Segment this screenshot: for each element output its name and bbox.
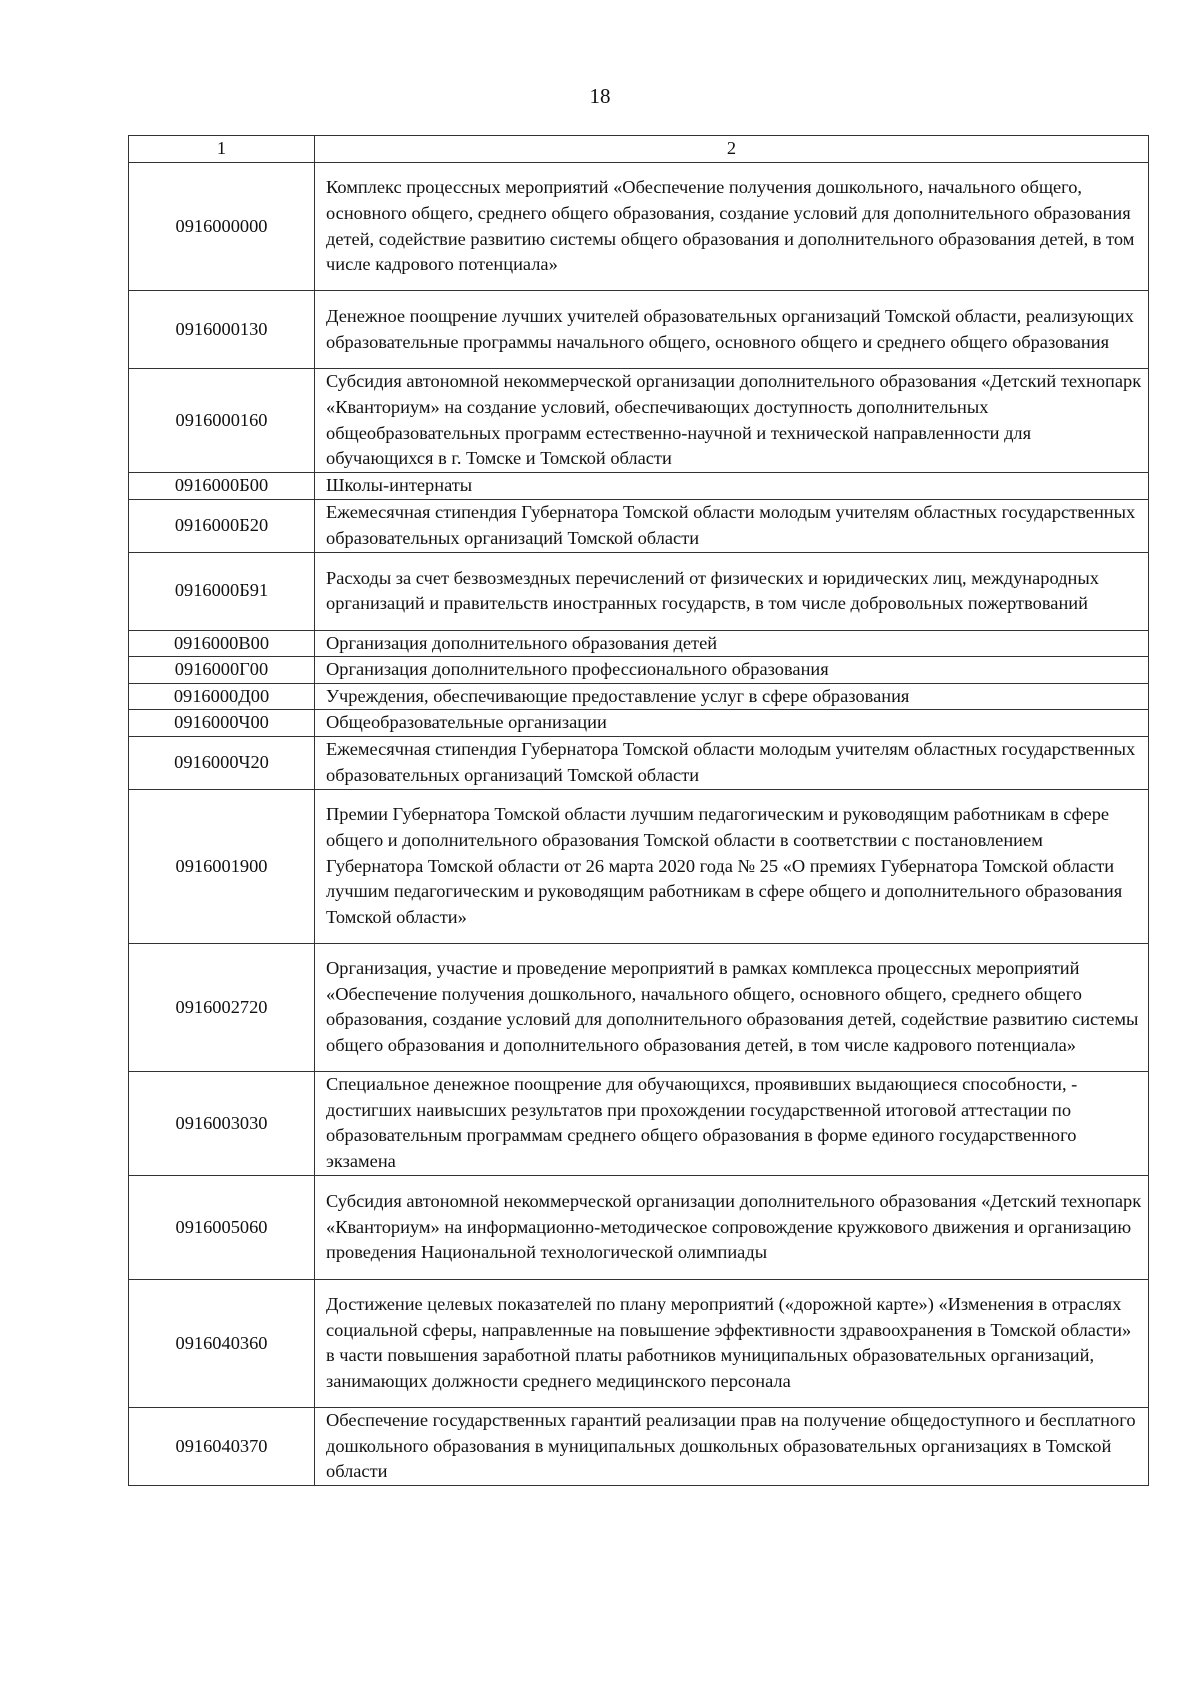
budget-code-table xyxy=(128,135,1149,1486)
description-cell: Учреждения, обеспечивающие предоставление услуг в сфере образования xyxy=(315,683,1149,710)
table-row xyxy=(129,473,1149,500)
table-row xyxy=(129,683,1149,710)
budget-code-cell: 0916000Д00 xyxy=(129,683,315,710)
budget-code-cell: 0916000Ч20 xyxy=(129,736,315,789)
table-row xyxy=(129,369,1149,473)
description-cell: Общеобразовательные организации xyxy=(315,710,1149,737)
budget-code-cell: 0916000Б00 xyxy=(129,473,315,500)
page-number: 18 xyxy=(589,84,611,108)
description-cell: Организация, участие и проведение мероприятий в рамках комплекса процессных мероприятий «Обеспечение получения дошкольного, начального общего, основного общего, среднего общего образования, создание условий для дополнительного образования детей, содействие развитию системы общего образования и дополнительного образования детей, в том числе кадрового потенциала» xyxy=(315,943,1149,1071)
description-cell: Школы-интернаты xyxy=(315,473,1149,500)
table-row xyxy=(129,943,1149,1071)
budget-code-cell: 0916003030 xyxy=(129,1071,315,1175)
budget-code-cell: 0916000160 xyxy=(129,369,315,473)
budget-code-cell: 0916000Г00 xyxy=(129,657,315,684)
budget-code-cell: 0916002720 xyxy=(129,943,315,1071)
column-header-code: 1 xyxy=(129,136,315,163)
table-row xyxy=(129,789,1149,943)
budget-code-cell: 0916000Б20 xyxy=(129,499,315,552)
table-row xyxy=(129,1407,1149,1485)
table-row xyxy=(129,736,1149,789)
budget-code-cell: 0916040360 xyxy=(129,1279,315,1407)
table-row xyxy=(129,499,1149,552)
description-cell: Комплекс процессных мероприятий «Обеспечение получения дошкольного, начального общего, основного общего, среднего общего образования, создание условий для дополнительного образования детей, содействие развитию системы общего образования и дополнительного образования детей, в том числе кадрового потенциала» xyxy=(315,163,1149,291)
budget-code-cell: 0916000Ч00 xyxy=(129,710,315,737)
table-row xyxy=(129,163,1149,291)
table-row xyxy=(129,552,1149,630)
table-row xyxy=(129,1071,1149,1175)
description-cell: Субсидия автономной некоммерческой организации дополнительного образования «Детский технопарк «Кванториум» на создание условий, обеспечивающих доступность дополнительных общеобразовательных программ естественно-научной и технической направленности для обучающихся в г. Томске и Томской области xyxy=(315,369,1149,473)
table-row xyxy=(129,291,1149,369)
description-cell: Ежемесячная стипендия Губернатора Томской области молодым учителям областных государственных образовательных организаций Томской области xyxy=(315,736,1149,789)
description-cell: Специальное денежное поощрение для обучающихся, проявивших выдающиеся способности, - достигших наивысших результатов при прохождении государственной итоговой аттестации по образовательным программам среднего общего образования в форме единого государственного экзамена xyxy=(315,1071,1149,1175)
budget-code-cell: 0916001900 xyxy=(129,789,315,943)
description-cell: Организация дополнительного профессионального образования xyxy=(315,657,1149,684)
table-row xyxy=(129,1175,1149,1279)
description-cell: Субсидия автономной некоммерческой организации дополнительного образования «Детский технопарк «Кванториум» на информационно-методическое сопровождение кружкового движения и организацию проведения Национальной технологической олимпиады xyxy=(315,1175,1149,1279)
table-row xyxy=(129,710,1149,737)
description-cell: Денежное поощрение лучших учителей образовательных организаций Томской области, реализующих образовательные программы начального общего, основного общего и среднего общего образования xyxy=(315,291,1149,369)
description-cell: Достижение целевых показателей по плану мероприятий («дорожной карте») «Изменения в отраслях социальной сферы, направленные на повышение эффективности здравоохранения в Томской области» в части повышения заработной платы работников муниципальных образовательных организаций, занимающих должности среднего медицинского персонала xyxy=(315,1279,1149,1407)
budget-code-cell: 0916000130 xyxy=(129,291,315,369)
description-cell: Организация дополнительного образования детей xyxy=(315,630,1149,657)
description-cell: Обеспечение государственных гарантий реализации прав на получение общедоступного и бесплатного дошкольного образования в муниципальных дошкольных образовательных организациях в Томской области xyxy=(315,1407,1149,1485)
budget-code-cell: 0916000000 xyxy=(129,163,315,291)
budget-code-cell: 0916000Б91 xyxy=(129,552,315,630)
table-row xyxy=(129,657,1149,684)
description-cell: Ежемесячная стипендия Губернатора Томской области молодым учителям областных государственных образовательных организаций Томской области xyxy=(315,499,1149,552)
budget-code-cell: 0916040370 xyxy=(129,1407,315,1485)
description-cell: Расходы за счет безвозмездных перечислений от физических и юридических лиц, международных организаций и правительств иностранных государств, в том числе добровольных пожертвований xyxy=(315,552,1149,630)
table-header-row xyxy=(129,136,1149,163)
table-row xyxy=(129,1279,1149,1407)
budget-code-cell: 0916000В00 xyxy=(129,630,315,657)
column-header-description: 2 xyxy=(315,136,1149,163)
budget-code-cell: 0916005060 xyxy=(129,1175,315,1279)
table-row xyxy=(129,630,1149,657)
description-cell: Премии Губернатора Томской области лучшим педагогическим и руководящим работникам в сфере общего и дополнительного образования Томской области в соответствии с постановлением Губернатора Томской области от 26 марта 2020 года № 25 «О премиях Губернатора Томской области лучшим педагогическим и руководящим работникам в сфере общего и дополнительного образования Томской области» xyxy=(315,789,1149,943)
